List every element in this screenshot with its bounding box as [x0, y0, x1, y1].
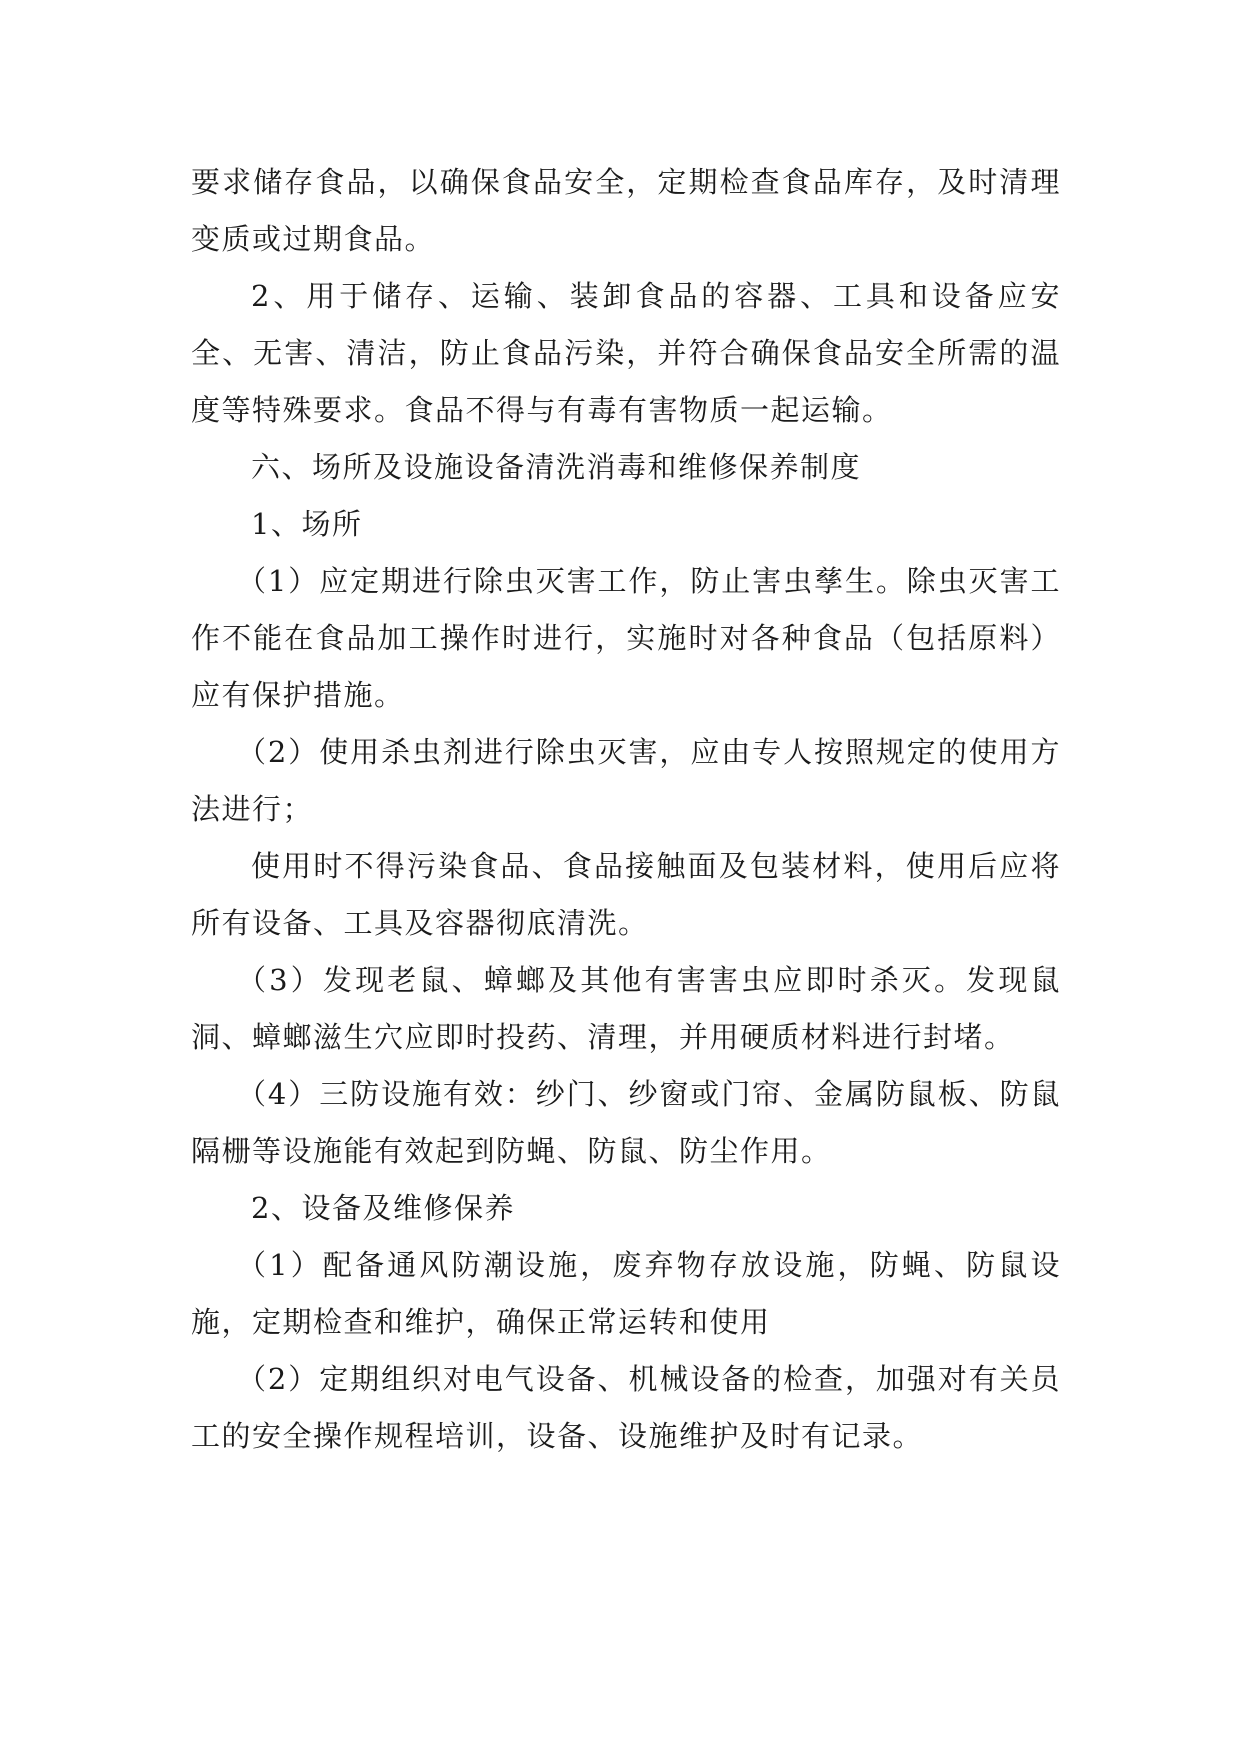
paragraph-pest-control-3: （3）发现老鼠、蟑螂及其他有害害虫应即时杀灭。发现鼠洞、蟑螂滋生穴应即时投药、清理，并用硬质材料进行封堵。 — [191, 963, 1061, 1054]
paragraph-pest-control-4: （4）三防设施有效：纱门、纱窗或门帘、金属防鼠板、防鼠隔栅等设施能有效起到防蝇、防鼠、防尘作用。 — [191, 1077, 1061, 1168]
document-body — [191, 154, 1061, 1465]
paragraph-equipment-2: （2）定期组织对电气设备、机械设备的检查，加强对有关员工的安全操作规程培训，设备、设施维护及时有记录。 — [191, 1362, 1061, 1453]
paragraph-pest-control-1: （1）应定期进行除虫灭害工作，防止害虫孳生。除虫灭害工作不能在食品加工操作时进行，实施时对各种食品（包括原料）应有保护措施。 — [191, 564, 1061, 712]
subheading-equipment-maintenance: 2、设备及维修保养 — [251, 1191, 515, 1225]
section-heading-six: 六、场所及设施设备清洗消毒和维修保养制度 — [251, 450, 862, 484]
paragraph-equipment-1: （1）配备通风防潮设施，废弃物存放设施，防蝇、防鼠设施，定期检查和维护，确保正常运转和使用 — [191, 1248, 1061, 1339]
paragraph-pest-control-2: （2）使用杀虫剂进行除虫灭害，应由专人按照规定的使用方法进行； — [191, 735, 1061, 826]
paragraph-containers-tools: 2、用于储存、运输、装卸食品的容器、工具和设备应安全、无害、清洁，防止食品污染，并符合确保食品安全所需的温度等特殊要求。食品不得与有毒有害物质一起运输。 — [191, 279, 1061, 427]
paragraph-storage-continued: 要求储存食品，以确保食品安全，定期检查食品库存，及时清理变质或过期食品。 — [191, 165, 1061, 256]
paragraph-insecticide-use: 使用时不得污染食品、食品接触面及包装材料，使用后应将所有设备、工具及容器彻底清洗。 — [191, 849, 1061, 940]
subheading-premises: 1、场所 — [251, 507, 363, 541]
